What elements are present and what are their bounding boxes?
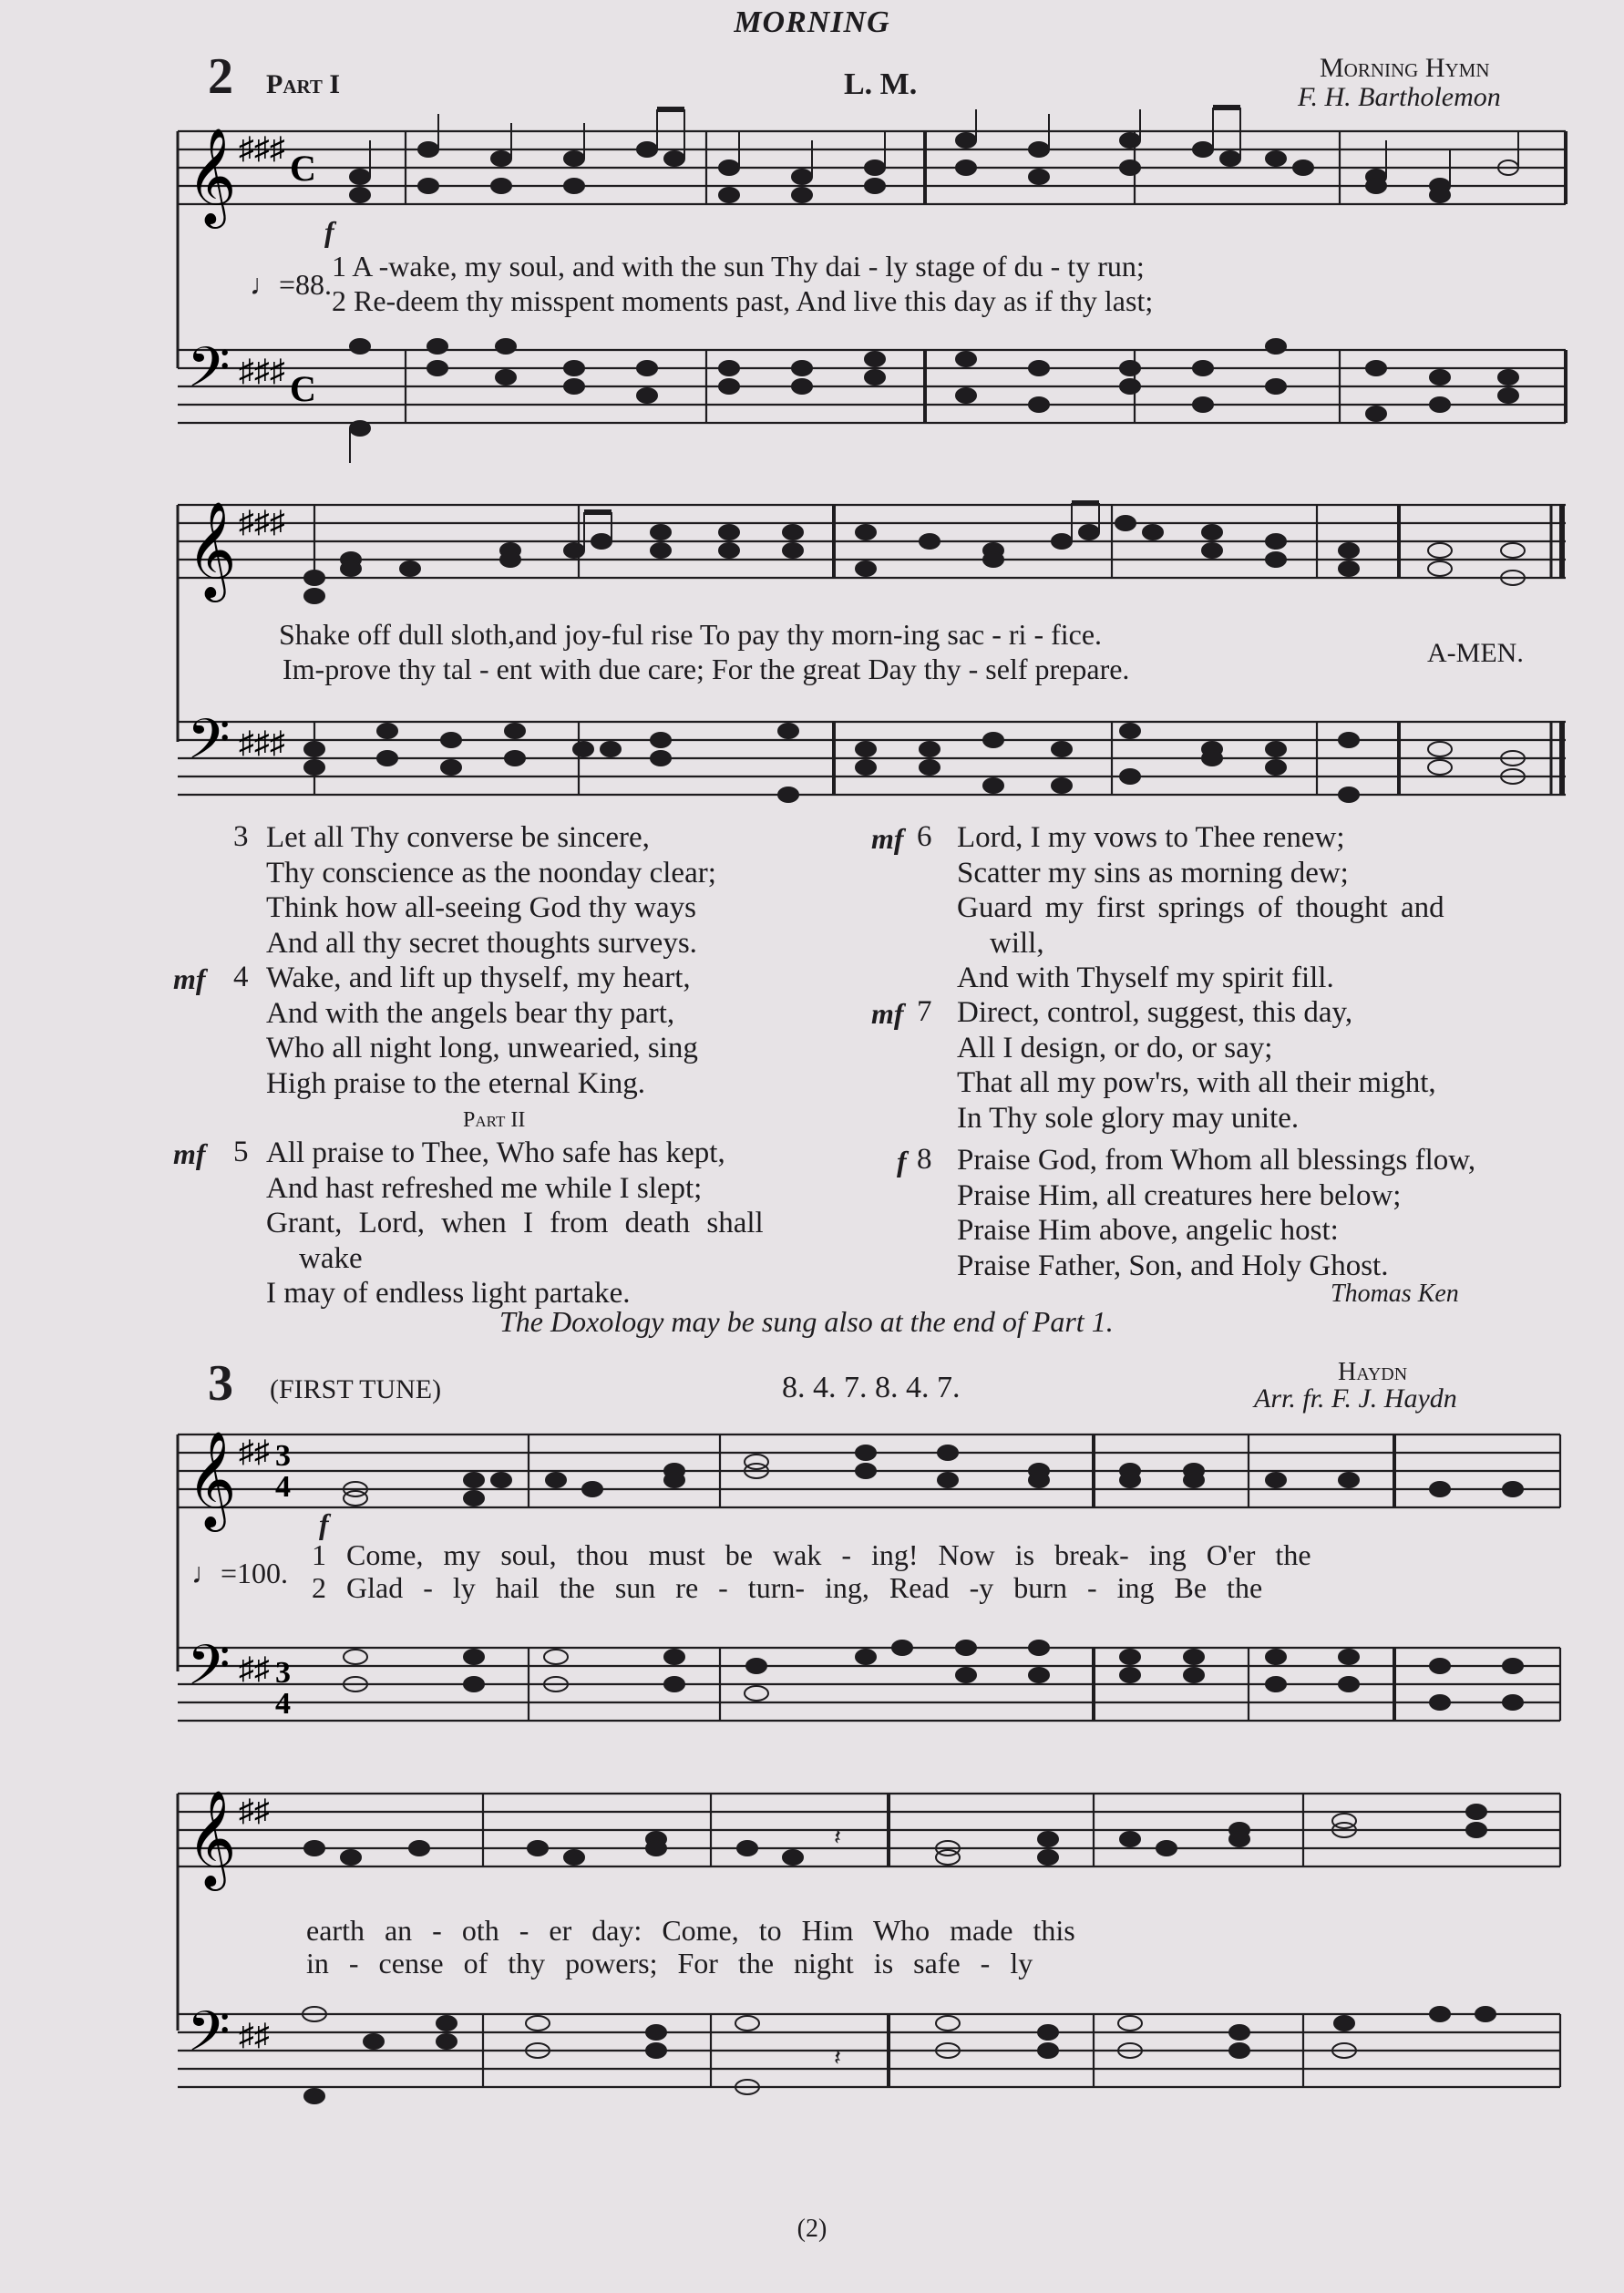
verse-line: In Thy sole glory may unite. [957, 1101, 1300, 1135]
verse-6-text [957, 820, 1444, 996]
verse-line: will, [990, 926, 1044, 960]
verse-line: Praise Him above, angelic host: [957, 1214, 1339, 1247]
dynamic-mark: f [319, 1507, 329, 1540]
verse-line: Scatter my sins as morning dew; [957, 856, 1349, 889]
hymn3-system2-treble-staff [0, 1772, 1624, 1936]
meter-label: L. M. [844, 67, 918, 101]
verse-7-text [957, 995, 1436, 1136]
verse-6-dynamic: mf [871, 822, 904, 855]
hymn-number: 2 [208, 48, 233, 105]
hymn2-system1-verse2-lyrics: 2 Re-deem thy misspent moments past, And live this day as if thy last; [332, 284, 1154, 317]
page-header: MORNING [734, 5, 890, 39]
hymn2-system2-verse2-lyrics: Im-prove thy tal - ent with due care; For the great Day thy - self prepare. [283, 653, 1130, 685]
verse-7-number: 7 [917, 995, 932, 1028]
svg-text:4: 4 [275, 1470, 291, 1504]
svg-text:4: 4 [275, 1687, 291, 1721]
verse-5-number: 5 [233, 1136, 249, 1168]
svg-text:𝄞: 𝄞 [187, 500, 237, 598]
verse-line: Who all night long, unwearied, sing [266, 1032, 698, 1064]
svg-text:♯♯♯: ♯♯♯ [239, 726, 285, 760]
hymn3-system1-bass-staff [0, 1626, 1624, 1790]
svg-text:𝄢: 𝄢 [187, 335, 231, 414]
verse-line: That all my pow'rs, with all their might, [957, 1066, 1436, 1099]
svg-text:♯♯: ♯♯ [239, 2019, 270, 2052]
verse-line: Praise Father, Son, and Holy Ghost. [957, 1249, 1389, 1282]
dynamic-mark: f [324, 215, 334, 248]
svg-text:𝄽: 𝄽 [834, 1824, 841, 1850]
hymn2-system1-bass-staff [0, 328, 1624, 492]
verse-8-number: 8 [917, 1143, 932, 1176]
hymn3-system1-verse2-lyrics: 2 Glad - ly hail the sun re - turn- ing, Read -y burn - ing Be the [312, 1571, 1263, 1604]
hymn3-system2-verse2-lyrics: in - cense of thy powers; For the night is safe - ly [306, 1947, 1033, 1979]
verse-line: Wake, and lift up thyself, my heart, [266, 961, 691, 994]
svg-text:♯♯♯: ♯♯♯ [239, 132, 285, 166]
verse-5-dynamic: mf [173, 1137, 206, 1170]
hymn3-system2-verse1-lyrics: earth an - oth - er day: Come, to Him Who made this [306, 1914, 1075, 1947]
svg-text:𝄞: 𝄞 [187, 127, 237, 224]
hymn3-system1-verse1-lyrics: 1 Come, my soul, thou must be wak - ing! Now is break- ing O'er the [312, 1538, 1311, 1571]
svg-text:𝄞: 𝄞 [187, 1789, 237, 1887]
svg-text:C: C [290, 368, 316, 409]
verse-line: I may of endless light partake. [266, 1277, 631, 1310]
hymn-number: 3 [208, 1355, 233, 1412]
verse-6-number: 6 [917, 820, 932, 853]
verse-5-text [266, 1136, 764, 1311]
tune-name: Morning Hymn [1320, 53, 1490, 83]
arranger: Arr. fr. F. J. Haydn [1254, 1383, 1457, 1414]
hymn2-system1-verse1-lyrics: 1 A -wake, my soul, and with the sun Thy dai - ly stage of du - ty run; [332, 250, 1145, 283]
tune-label: (FIRST TUNE) [270, 1374, 442, 1404]
hymn2-system2-verse1-lyrics: Shake off dull sloth,and joy-ful rise To pay thy morn-ing sac - ri - fice. [279, 618, 1103, 651]
author-credit: Thomas Ken [1331, 1280, 1459, 1308]
svg-text:3: 3 [275, 1656, 291, 1690]
svg-text:𝄽: 𝄽 [834, 2044, 841, 2071]
verse-line: Grant, Lord, when I from death shall [266, 1207, 764, 1239]
verse-line: And with the angels bear thy part, [266, 996, 675, 1030]
verse-line: Guard my first springs of thought and [957, 891, 1444, 924]
part-two-label: Part II [463, 1108, 526, 1132]
svg-text:♯♯: ♯♯ [239, 1652, 270, 1686]
hymn2-system1-treble-staff [0, 109, 1624, 273]
verse-line: And with Thyself my spirit fill. [957, 961, 1334, 994]
verse-line: Lord, I my vows to Thee renew; [957, 821, 1345, 854]
svg-text:𝄞: 𝄞 [187, 1430, 237, 1527]
tempo-marking: ♩=88. [250, 268, 333, 301]
hymn3-system2-bass-staff [0, 1992, 1624, 2156]
svg-text:C: C [290, 148, 316, 189]
tune-name: Haydn [1338, 1358, 1408, 1386]
verse-line: All I design, or do, or say; [957, 1031, 1273, 1064]
page-number: (2) [797, 2215, 827, 2243]
svg-text:𝄢: 𝄢 [187, 2000, 231, 2078]
svg-text:3: 3 [275, 1439, 291, 1473]
verse-line: All praise to Thee, Who safe has kept, [266, 1136, 725, 1169]
verse-4-number: 4 [233, 961, 249, 993]
verse-7-dynamic: mf [871, 997, 904, 1030]
verse-3-number: 3 [233, 820, 249, 853]
verse-line: Think how all-seeing God thy ways [266, 891, 697, 924]
svg-text:♯♯: ♯♯ [239, 1794, 270, 1828]
amen-label: A-MEN. [1427, 638, 1524, 668]
meter-label: 8. 4. 7. 8. 4. 7. [782, 1371, 961, 1404]
svg-text:𝄢: 𝄢 [187, 1633, 231, 1712]
verse-4-text [266, 961, 698, 1101]
verse-line: Praise Him, all creatures here below; [957, 1178, 1402, 1212]
svg-text:♯♯♯: ♯♯♯ [239, 355, 285, 388]
svg-text:𝄢: 𝄢 [187, 707, 231, 786]
verse-line: Praise God, from Whom all blessings flow, [957, 1144, 1476, 1177]
verse-line: Thy conscience as the noonday clear; [266, 856, 716, 889]
svg-text:♯♯♯: ♯♯♯ [239, 506, 285, 540]
verse-line: And hast refreshed me while I slept; [266, 1171, 703, 1205]
part-label: Part I [266, 69, 341, 99]
verse-line: And all thy secret thoughts surveys. [266, 926, 697, 960]
verse-4-dynamic: mf [173, 962, 206, 995]
doxology-note: The Doxology may be sung also at the end of Part 1. [499, 1305, 1114, 1338]
verse-line: Let all Thy converse be sincere, [266, 821, 650, 854]
verse-3-text [266, 820, 716, 961]
verse-line: High praise to the eternal King. [266, 1066, 646, 1100]
composer: F. H. Bartholemon [1298, 82, 1501, 112]
svg-text:♯♯: ♯♯ [239, 1435, 270, 1469]
tempo-marking: ♩=100. [191, 1557, 289, 1589]
verse-8-dynamic: f [897, 1145, 907, 1177]
verse-line: wake [299, 1241, 363, 1275]
verse-8-text [957, 1143, 1475, 1283]
verse-line: Direct, control, suggest, this day, [957, 996, 1353, 1029]
